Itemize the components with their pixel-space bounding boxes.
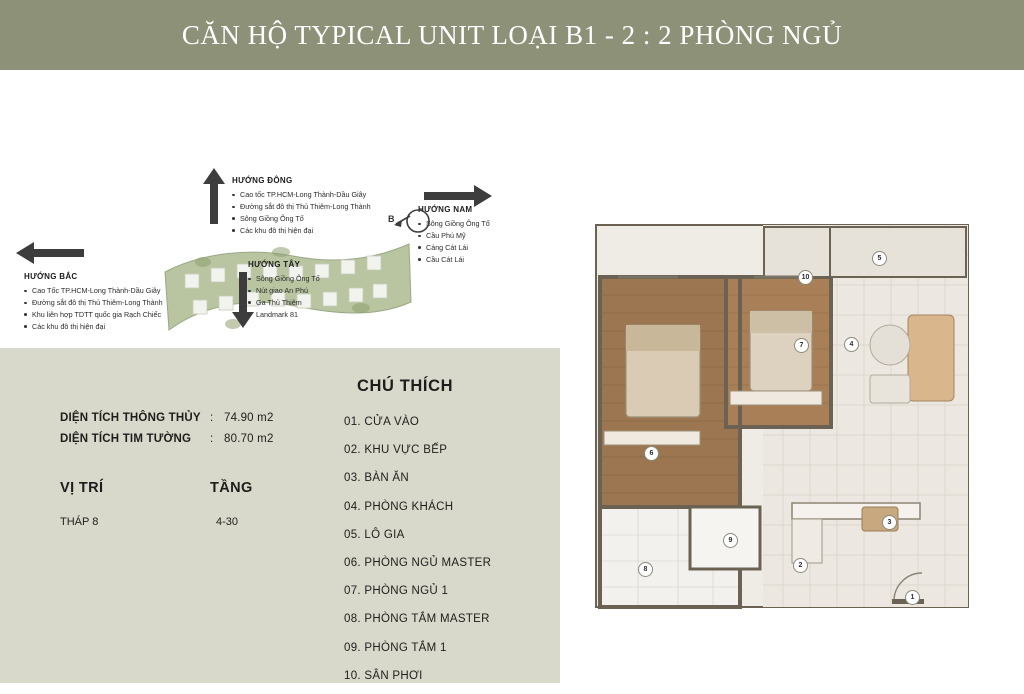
arrow-north-icon <box>16 242 84 264</box>
legend-label: . BÀN ĂN <box>357 472 410 485</box>
list-item: Nút giao An Phú <box>248 285 320 297</box>
plan-marker-8: 8 <box>638 562 653 577</box>
direction-north <box>24 270 163 333</box>
direction-west-list <box>248 273 320 321</box>
legend-label: . PHÒNG KHÁCH <box>357 500 454 513</box>
list-item: Cảng Cát Lái <box>418 242 490 254</box>
plan-marker-10: 10 <box>798 270 813 285</box>
list-item: Cao Tốc TP.HCM-Long Thành-Dầu Giây <box>24 285 163 297</box>
list-item: Cao tốc TP.HCM-Long Thành-Dầu Giây <box>232 189 371 201</box>
compass-icon <box>388 208 432 238</box>
area-label-gross: DIỆN TÍCH TIM TƯỜNG <box>60 433 192 445</box>
list-item: Sông Giồng Ông Tố <box>248 273 320 285</box>
legend-number: 10 <box>344 669 358 682</box>
legend-label: . LÔ GIA <box>357 528 405 541</box>
area-value-gross: 80.70 m2 <box>224 433 274 445</box>
list-item: Cầu Phú Mỹ <box>418 230 490 242</box>
list-item <box>344 440 554 468</box>
legend-number: 04 <box>344 500 358 513</box>
area-colon-net: : <box>210 412 214 424</box>
plan-marker-2: 2 <box>793 558 808 573</box>
legend-title: CHÚ THÍCH <box>357 377 454 395</box>
plan-marker-3: 3 <box>882 515 897 530</box>
legend-label: . PHÒNG NGỦ MASTER <box>357 556 492 569</box>
plan-marker-9: 9 <box>723 533 738 548</box>
plan-marker-5: 5 <box>872 251 887 266</box>
area-row-net <box>60 412 274 424</box>
page-title: CĂN HỘ TYPICAL UNIT LOẠI B1 - 2 : 2 PHÒNG NGỦ <box>181 19 843 50</box>
legend-number: 06 <box>344 556 358 569</box>
direction-east <box>232 174 371 237</box>
list-item: Landmark 81 <box>248 309 320 321</box>
list-item: Đường sắt đô thị Thủ Thiêm-Long Thành <box>232 201 371 213</box>
list-item: Cầu Cát Lái <box>418 254 490 266</box>
list-item <box>344 525 554 553</box>
list-item: Khu liên hợp TDTT quốc gia Rạch Chiếc <box>24 309 163 321</box>
legend-label: . CỬA VÀO <box>357 416 420 428</box>
legend-number: 01 <box>344 416 358 428</box>
legend-number: 09 <box>344 641 358 654</box>
legend-label: . SÂN PHƠI <box>357 669 423 682</box>
legend-label: . PHÒNG NGỦ 1 <box>357 585 449 598</box>
plan-marker-4: 4 <box>844 337 859 352</box>
legend-list <box>344 412 554 694</box>
list-item: Sông Giồng Ông Tố <box>418 218 490 230</box>
list-item <box>344 412 554 440</box>
area-colon-gross: : <box>210 433 214 445</box>
plan-marker-1: 1 <box>905 590 920 605</box>
legend-label: . PHÒNG TẮM 1 <box>357 641 447 654</box>
legend-label: . PHÒNG TẮM MASTER <box>357 613 490 626</box>
area-row-gross <box>60 433 274 445</box>
plan-marker-7: 7 <box>794 338 809 353</box>
plan-marker-6: 6 <box>644 446 659 461</box>
location-heading: VỊ TRÍ <box>60 480 104 496</box>
floor-value: 4-30 <box>216 516 239 528</box>
list-item: Các khu đô thị hiện đại <box>232 225 371 237</box>
list-item <box>344 553 554 581</box>
legend-label: . KHU VỰC BẾP <box>357 444 448 457</box>
area-info <box>60 412 274 454</box>
list-item <box>344 497 554 525</box>
list-item: Sông Giồng Ông Tố <box>232 213 371 225</box>
list-item <box>344 638 554 666</box>
page-header <box>0 0 1024 70</box>
list-item <box>344 666 554 694</box>
location-value: THÁP 8 <box>60 516 99 528</box>
legend-number: 07 <box>344 585 358 598</box>
direction-west-title: HƯỚNG TÂY <box>248 260 301 269</box>
direction-north-list <box>24 285 163 333</box>
floor-plan <box>578 215 988 615</box>
direction-map <box>0 70 560 348</box>
legend-number: 05 <box>344 528 358 541</box>
compass-letter: B <box>388 214 395 224</box>
direction-east-title: HƯỚNG ĐÔNG <box>232 176 293 185</box>
list-item <box>344 581 554 609</box>
list-item: Ga Thủ Thiêm <box>248 297 320 309</box>
area-value-net: 74.90 m2 <box>224 412 274 424</box>
list-item: Các khu đô thị hiện đại <box>24 321 163 333</box>
arrow-east-icon <box>203 168 225 224</box>
list-item <box>344 468 554 496</box>
floor-heading: TẦNG <box>210 480 253 496</box>
direction-north-title: HƯỚNG BẮC <box>24 272 78 281</box>
legend-number: 03 <box>344 472 358 485</box>
direction-south-title: HƯỚNG NAM <box>418 205 473 214</box>
list-item <box>344 609 554 637</box>
list-item: Đường sắt đô thị Thủ Thiêm-Long Thành <box>24 297 163 309</box>
direction-west <box>248 258 320 321</box>
legend-number: 08 <box>344 613 358 626</box>
direction-east-list <box>232 189 371 237</box>
area-label-net: DIỆN TÍCH THÔNG THỦY <box>60 412 201 424</box>
legend-number: 02 <box>344 444 358 457</box>
